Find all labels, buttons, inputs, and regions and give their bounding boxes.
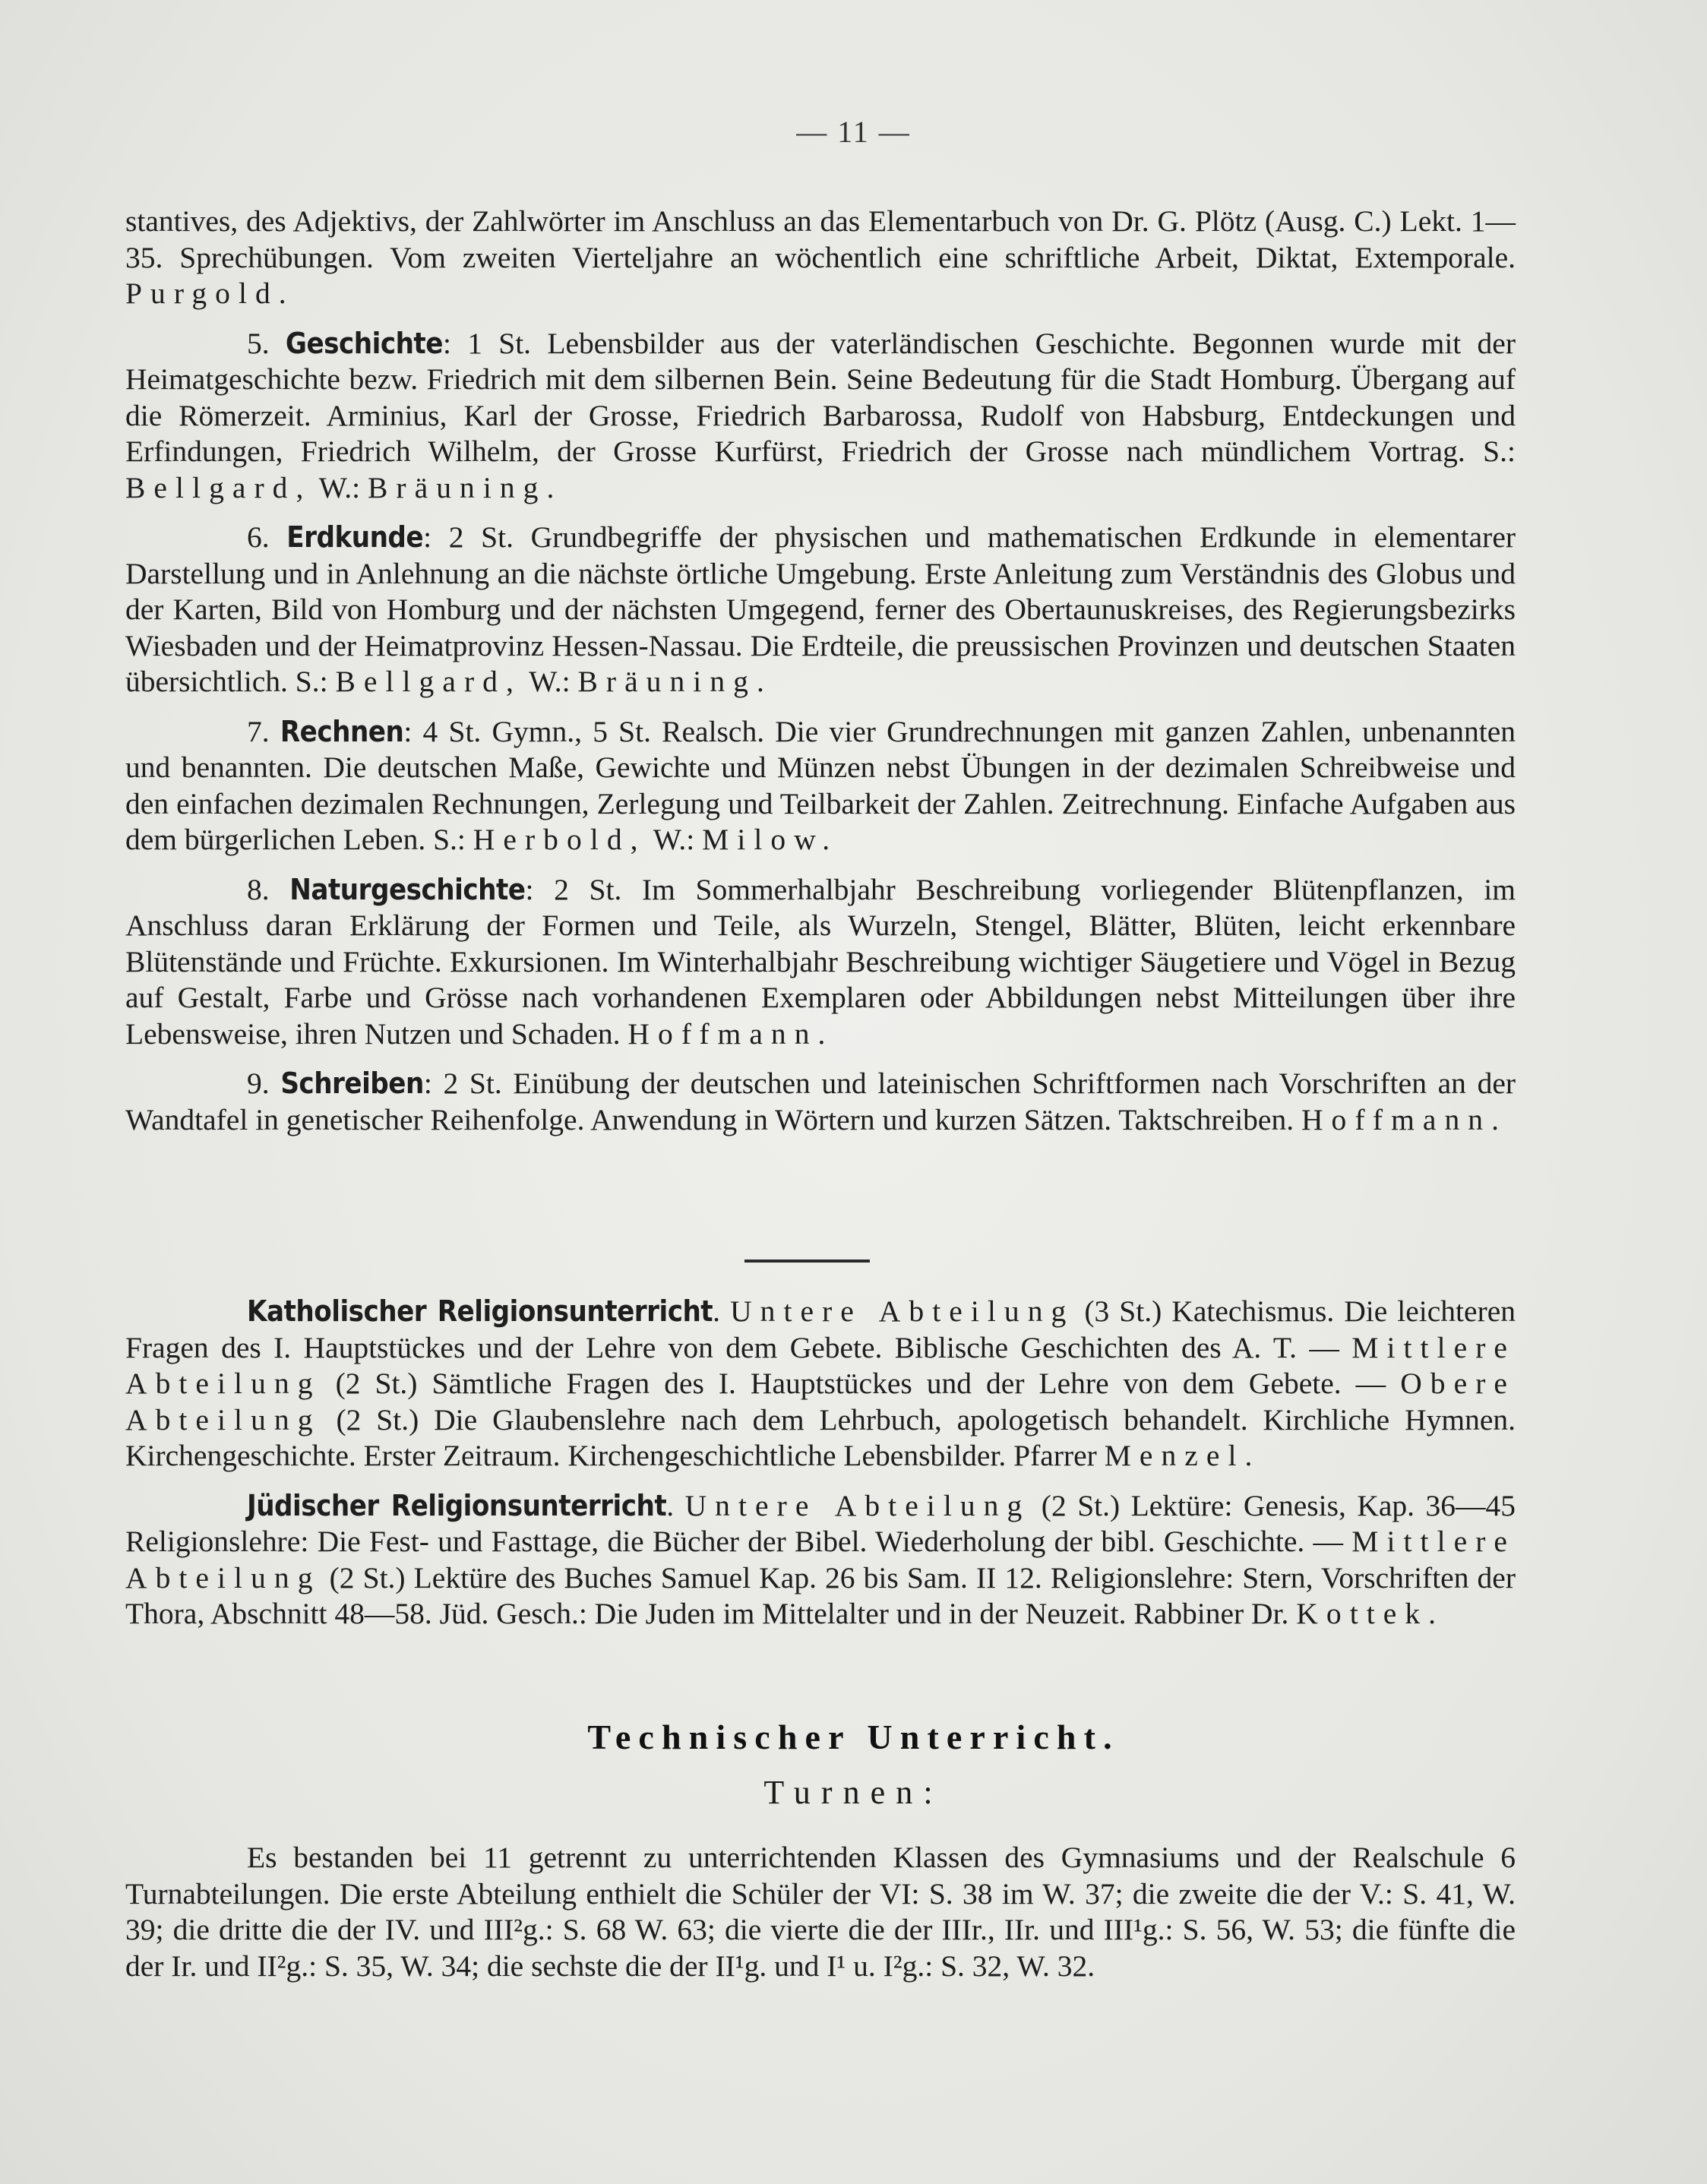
section-title: Technischer Unterricht. [587,1718,1120,1756]
subsection-title: Turnen: [763,1774,944,1811]
paragraph-geschichte: 5. Geschichte: 1 St. Lebensbilder aus der vaterländischen Geschichte. Begonnen wurde mit der Heimatgeschichte bezw. Friedrich mit dem silbernen Bein. Seine Bedeutung für die Stadt Homburg. Übergang auf die Römerzeit. Arminius, Karl der Grosse, Friedrich Barbarossa, Rudolf von Habsburg, Entdeckungen und Erfindungen, Friedrich Wilhelm, der Grosse Kurfürst, Friedrich der Grosse nach mündlichem Vortrag. S.: Bellgard, W.: Bräuning. [125,326,1516,504]
item-number: 8. [247,872,270,906]
division-label: Untere Abteilung [730,1294,1075,1328]
religion-text-block [125,1294,1516,1632]
subject-heading: Katholischer Religionsunterricht [247,1294,713,1328]
paragraph-juedisch: Jüdischer Religionsunterricht. Untere Abteilung (2 St.) Lektüre: Genesis, Kap. 36—45 Religionslehre: Die Fest- und Fasttage, die Bücher der Bibel. Wiederholung der bibl. Geschichte. — Mittlere Abteilung (2 St.) Lektüre des Buches Samuel Kap. 26 bis Sam. II 12. Religionslehre: Stern, Vorschriften der Thora, Abschnitt 48—58. Jüd. Gesch.: Die Juden im Mittelalter und in der Neuzeit. Rabbiner Dr. Kottek. [125,1488,1516,1630]
division-label: Obere Abteilung [125,1367,1516,1437]
subject-heading: Geschichte [285,326,443,360]
page-number: — 11 — [796,115,911,149]
teacher-name: Hoffmann. [1301,1102,1508,1136]
subject-heading: Rechnen [280,714,404,748]
teacher-name: Bellgard, [125,470,312,504]
paragraph-naturgeschichte: 8. Naturgeschichte: 2 St. Im Sommerhalbjahr Beschreibung vorliegender Blütenpflanzen, im Anschluss daran Erklärung der Formen und Teile, als Wurzeln, Stengel, Blätter, Blüten, leicht erkennbare Blütenstände und Früchte. Exkursionen. Im Winterhalbjahr Beschreibung wichtiger Säugetiere und Vögel in Bezug auf Gestalt, Farbe und Grösse nach vorhandenen Exemplaren oder Abbildungen nebst Mitteilungen über ihre Lebensweise, ihren Nutzen und Schaden. Hoffmann. [125,872,1516,1051]
item-number: 9. [247,1067,270,1100]
item-number: 5. [247,326,270,360]
division-label: Mittlere Abteilung [125,1330,1516,1400]
item-number: 6. [247,520,270,554]
teacher-name: Bräuning. [577,665,773,698]
subject-heading: Erdkunde [286,520,424,554]
teacher-name: Herbold, [473,823,646,856]
upper-text-block [125,204,1516,1138]
subject-heading: Jüdischer Religionsunterricht [247,1488,667,1522]
teacher-name: Bellgard, [335,665,522,698]
paragraph-erdkunde: 6. Erdkunde: 2 St. Grundbegriffe der physischen und mathematischen Erdkunde in elementarer Darstellung und in Anlehnung an die nächste örtliche Umgebung. Erste Anleitung zum Verständnis des Globus und der Karten, Bild von Homburg und der nächsten Umgegend, ferner des Obertaunuskreises, des Regierungsbezirks Wiesbaden und der Heimatprovinz Hessen-Nassau. Die Erdteile, die preussischen Provinzen und deutschen Staaten übersichtlich. S.: Bellgard, W.: Bräuning. [125,520,1516,698]
section-divider [744,1260,870,1263]
subject-heading: Schreiben [280,1067,424,1100]
teacher-name: Kottek. [1296,1597,1445,1630]
subject-heading: Naturgeschichte [289,872,526,906]
paragraph-continuation: stantives, des Adjektivs, der Zahlwörter im Anschluss an das Elementarbuch von Dr. G. Plötz (Ausg. C.) Lekt. 1—35. Sprechübungen. Vom zweiten Vierteljahre an wöchentlich eine schriftliche Arbeit, Diktat, Extemporale. Purgold. [125,204,1516,310]
teacher-name: Menzel. [1104,1439,1261,1472]
turnen-text-block [125,1840,1516,1984]
division-label: Mittlere Abteilung [125,1525,1516,1595]
item-number: 7. [247,714,270,748]
paragraph-turnen: Es bestanden bei 11 getrennt zu unterrichtenden Klassen des Gymnasiums und der Realschule 6 Turnabteilungen. Die erste Abteilung enthielt die Schüler der VI: S. 38 im W. 37; die zweite die der V.: S. 41, W. 39; die dritte die der IV. und III²g.: S. 68 W. 63; die vierte die der IIIr., IIr. und III¹g.: S. 56, W. 53; die fünfte die der Ir. und II²g.: S. 35, W. 34; die sechste die der II¹g. und I¹ u. I²g.: S. 32, W. 32. [125,1841,1516,1983]
teacher-name: Milow. [702,823,839,856]
teacher-name: Hoffmann. [627,1016,834,1051]
paragraph-rechnen: 7. Rechnen: 4 St. Gymn., 5 St. Realsch. Die vier Grundrechnungen mit ganzen Zahlen, unbenannten und benannten. Die deutschen Maße, Gewichte und Münzen nebst Übungen in der dezimalen Schreibweise und den einfachen dezimalen Rechnungen, Zerlegung und Teilbarkeit der Zahlen. Zeitrechnung. Einfache Aufgaben aus dem bürgerlichen Leben. S.: Herbold, W.: Milow. [125,714,1516,856]
teacher-name: Purgold. [125,277,295,310]
paragraph-katholisch: Katholischer Religionsunterricht. Untere Abteilung (3 St.) Katechismus. Die leichteren Fragen des I. Hauptstückes und der Lehre von dem Gebete. Biblische Geschichten des A. T. — Mittlere Abteilung (2 St.) Sämtliche Fragen des I. Hauptstückes und der Lehre von dem Gebete. — Obere Abteilung (2 St.) Die Glaubenslehre nach dem Lehrbuch, apologetisch behandelt. Kirchliche Hymnen. Kirchengeschichte. Erster Zeitraum. Kirchengeschichtliche Lebensbilder. Pfarrer Menzel. [125,1294,1516,1472]
teacher-name: Bräuning. [368,470,563,504]
division-label: Untere Abteilung [684,1488,1031,1522]
paragraph-schreiben: 9. Schreiben: 2 St. Einübung der deutschen und lateinischen Schriftformen nach Vorschriften an der Wandtafel in genetischer Reihenfolge. Anwendung in Wörtern und kurzen Sätzen. Taktschreiben. Hoffmann. [125,1067,1516,1136]
